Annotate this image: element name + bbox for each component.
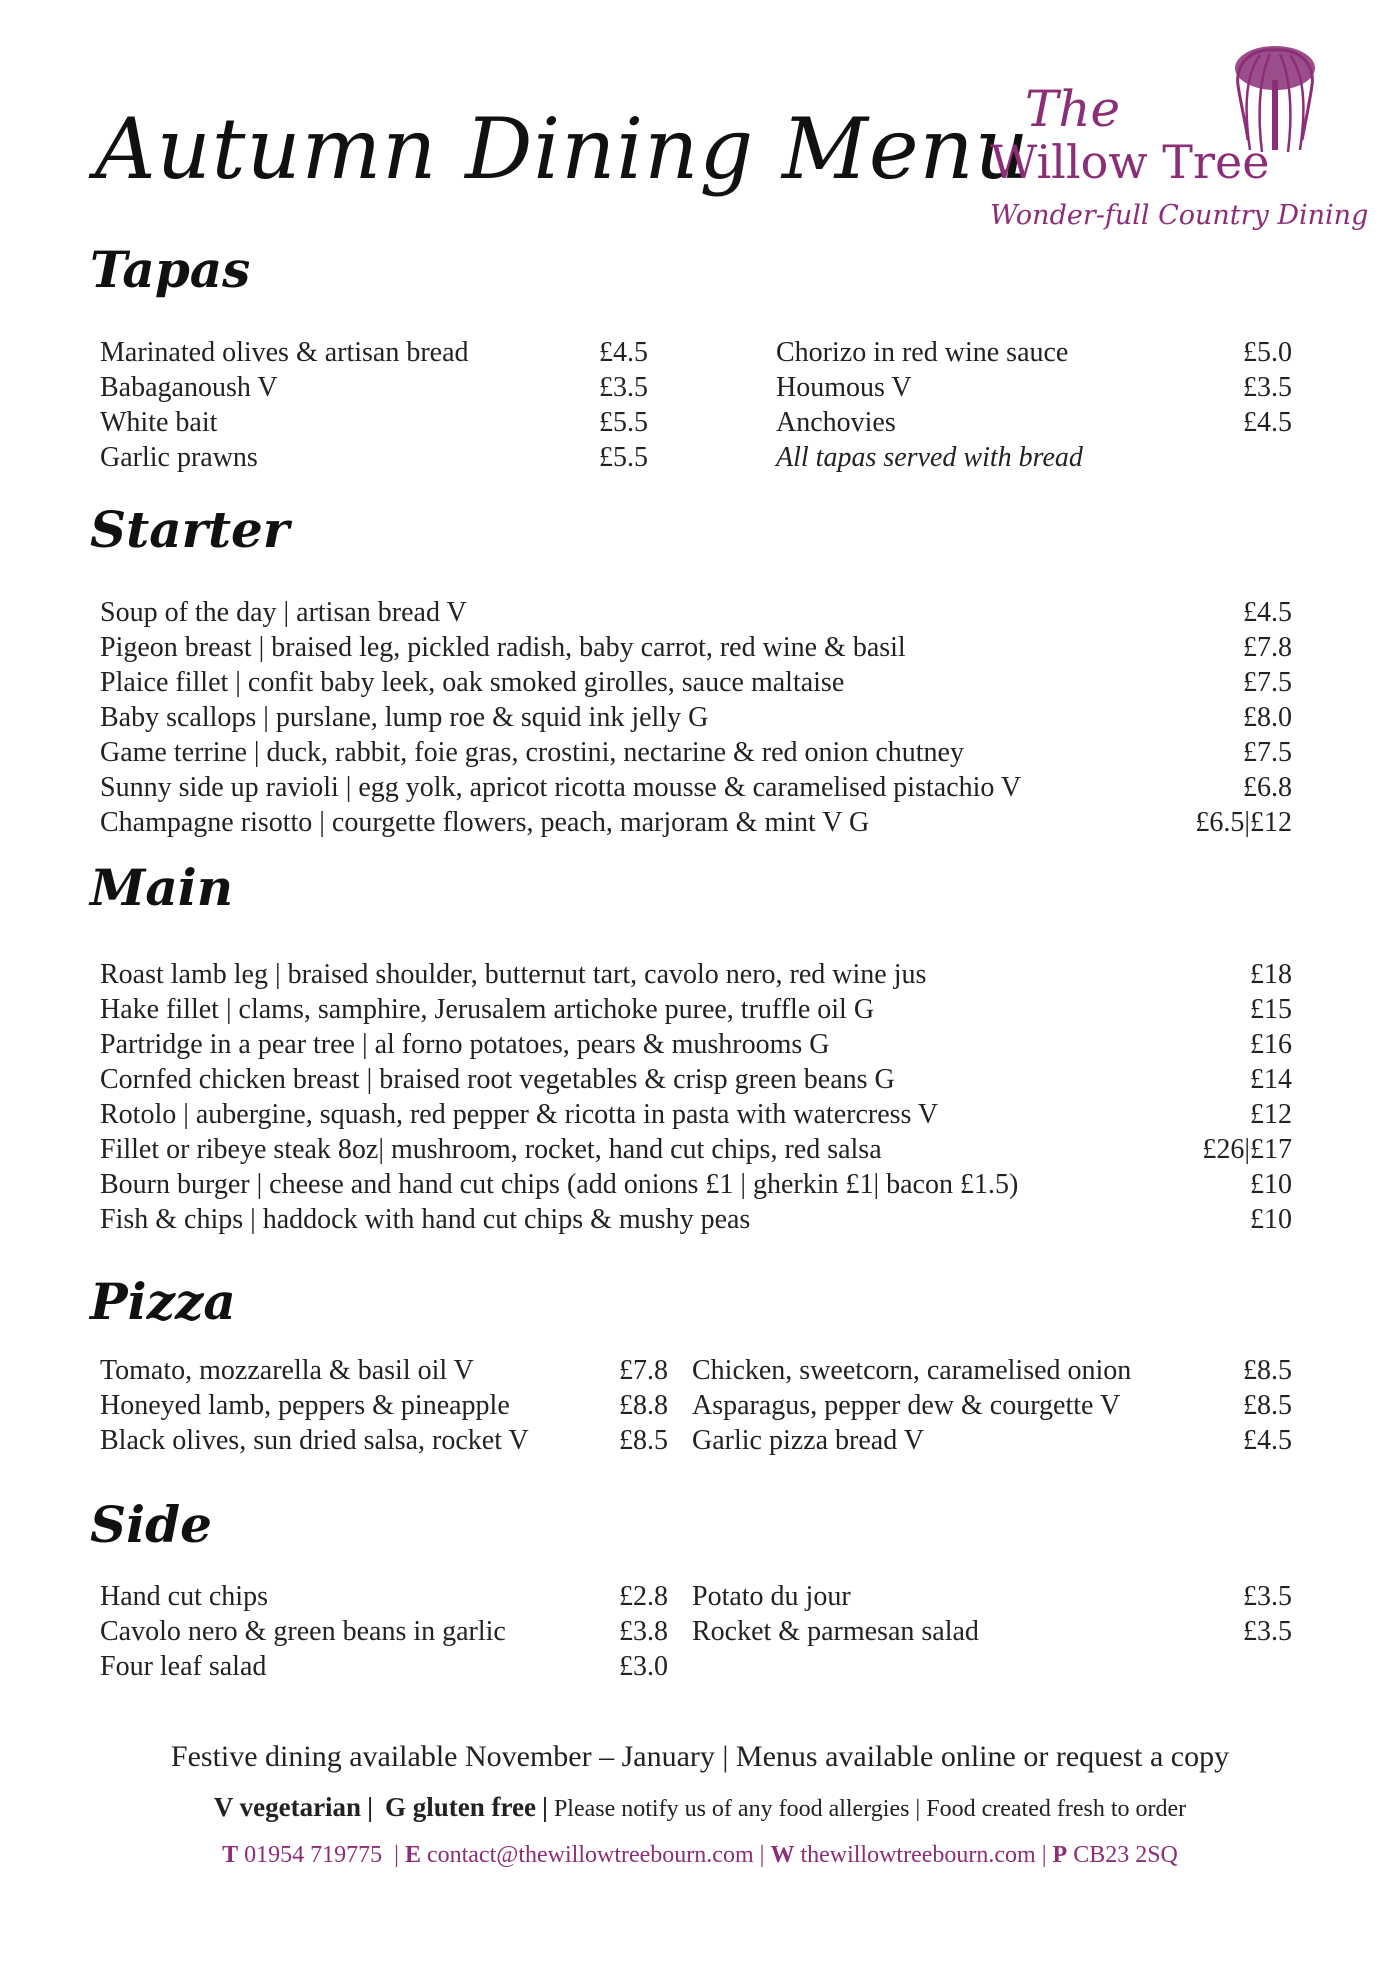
footer-contact: T 01954 719775 | E contact@thewillowtreebourn.com | W thewillowtreebourn.com | P CB23 2SQ	[222, 1842, 1178, 1868]
menu-item-price: £3.5	[599, 372, 648, 403]
menu-item-price: £26|£17	[1202, 1134, 1292, 1165]
menu-item-price: £3.8	[619, 1616, 668, 1647]
willow-tree-logo	[985, 40, 1369, 231]
menu-item-price: £15	[1250, 994, 1292, 1025]
menu-item-price: £8.5	[1243, 1390, 1292, 1421]
menu-item-price: £6.5|£12	[1195, 807, 1292, 838]
menu-item-name: White bait	[100, 407, 218, 438]
menu-item-name: Asparagus, pepper dew & courgette V	[692, 1390, 1121, 1421]
menu-item-name: Chorizo in red wine sauce	[776, 337, 1069, 368]
menu-item-name: Hand cut chips	[100, 1581, 268, 1612]
gf-legend: G gluten free	[385, 1792, 536, 1822]
postcode-value: CB23 2SQ	[1073, 1842, 1178, 1868]
menu-item-price: £4.5	[1243, 1425, 1292, 1456]
menu-item-name: Anchovies	[776, 407, 896, 438]
page-title: Autumn Dining Menu	[95, 100, 1030, 198]
menu-item-name: Cavolo nero & green beans in garlic	[100, 1616, 506, 1647]
postcode-label: P	[1052, 1842, 1068, 1868]
menu-item-name: Black olives, sun dried salsa, rocket V	[100, 1425, 529, 1456]
menu-item-price: £10	[1250, 1204, 1292, 1235]
web-label: W	[770, 1842, 795, 1868]
menu-item-price: £4.5	[599, 337, 648, 368]
email-label: E	[404, 1842, 421, 1868]
footer-dietary-legend: V vegetarian | G gluten free | Please notify us of any food allergies | Food created fresh to order	[213, 1792, 1187, 1822]
menu-item-name: Partridge in a pear tree | al forno potatoes, pears & mushrooms G	[100, 1029, 830, 1060]
menu-item-name: Roast lamb leg | braised shoulder, butternut tart, cavolo nero, red wine jus	[100, 959, 927, 990]
veg-legend: V vegetarian	[213, 1792, 362, 1822]
logo-the: The	[1025, 80, 1121, 138]
menu-item-name: Hake fillet | clams, samphire, Jerusalem artichoke puree, truffle oil G	[100, 994, 875, 1025]
menu-item-price: £18	[1250, 959, 1292, 990]
logo-tagline: Wonder-full Country Dining	[990, 200, 1369, 231]
menu-item-name: Plaice fillet | confit baby leek, oak smoked girolles, sauce maltaise	[100, 667, 845, 698]
tapas-note: All tapas served with bread	[776, 442, 1083, 473]
section-title-main: Main	[90, 858, 234, 917]
menu-item-name: Soup of the day | artisan bread V	[100, 597, 467, 628]
allergy-note: Please notify us of any food allergies | Food created fresh to order	[553, 1796, 1187, 1822]
section-title-starter: Starter	[90, 500, 290, 559]
menu-item-price: £5.5	[599, 407, 648, 438]
menu-item-name: Game terrine | duck, rabbit, foie gras, crostini, nectarine & red onion chutney	[100, 737, 964, 768]
menu-item-name: Fillet or ribeye steak 8oz| mushroom, rocket, hand cut chips, red salsa	[100, 1134, 882, 1165]
menu-item-name: Potato du jour	[692, 1581, 851, 1612]
menu-item-price: £3.5	[1243, 1581, 1292, 1612]
menu-item-name: Houmous V	[776, 372, 912, 403]
menu-item-price: £8.5	[619, 1425, 668, 1456]
menu-item-name: Four leaf salad	[100, 1651, 267, 1682]
menu-item-name: Chicken, sweetcorn, caramelised onion	[692, 1355, 1132, 1386]
logo-name: Willow Tree	[990, 135, 1270, 189]
menu-item-price: £3.0	[619, 1651, 668, 1682]
menu-item-price: £14	[1250, 1064, 1292, 1095]
menu-item-price: £4.5	[1243, 407, 1292, 438]
menu-item-name: Fish & chips | haddock with hand cut chips & mushy peas	[100, 1204, 751, 1235]
menu-item-name: Garlic pizza bread V	[692, 1425, 924, 1456]
menu-item-price: £16	[1250, 1029, 1292, 1060]
section-title-tapas: Tapas	[90, 240, 251, 299]
menu-item-price: £10	[1250, 1169, 1292, 1200]
phone-label: T	[222, 1842, 239, 1868]
menu-item-name: Sunny side up ravioli | egg yolk, apricot ricotta mousse & caramelised pistachio V	[100, 772, 1022, 803]
menu-item-price: £8.8	[619, 1390, 668, 1421]
menu-item-name: Rotolo | aubergine, squash, red pepper & ricotta in pasta with watercress V	[100, 1099, 939, 1130]
menu-item-name: Cornfed chicken breast | braised root vegetables & crisp green beans G	[100, 1064, 895, 1095]
menu-item-name: Garlic prawns	[100, 442, 258, 473]
menu-item-name: Tomato, mozzarella & basil oil V	[100, 1355, 474, 1386]
menu-item-name: Honeyed lamb, peppers & pineapple	[100, 1390, 510, 1421]
menu-item-price: £12	[1250, 1099, 1292, 1130]
menu-item-name: Marinated olives & artisan bread	[100, 337, 469, 368]
menu-item-name: Baby scallops | purslane, lump roe & squid ink jelly G	[100, 702, 709, 733]
section-title-pizza: Pizza	[90, 1272, 236, 1331]
menu-item-name: Babaganoush V	[100, 372, 278, 403]
menu-item-price: £7.5	[1243, 737, 1292, 768]
phone-value: 01954 719775	[244, 1842, 383, 1868]
menu-item-price: £3.5	[1243, 1616, 1292, 1647]
menu-item-name: Bourn burger | cheese and hand cut chips (add onions £1 | gherkin £1| bacon £1.5)	[100, 1169, 1019, 1200]
menu-item-price: £2.8	[619, 1581, 668, 1612]
menu-item-price: £7.5	[1243, 667, 1292, 698]
menu-item-name: Champagne risotto | courgette flowers, peach, marjoram & mint V G	[100, 807, 870, 838]
section-title-side: Side	[90, 1495, 212, 1554]
footer-festive-note: Festive dining available November – January | Menus available online or request a copy	[170, 1740, 1230, 1773]
menu-item-price: £3.5	[1243, 372, 1292, 403]
menu-item-price: £5.5	[599, 442, 648, 473]
menu-item-name: Rocket & parmesan salad	[692, 1616, 979, 1647]
menu-item-name: Pigeon breast | braised leg, pickled radish, baby carrot, red wine & basil	[100, 632, 906, 663]
menu-item-price: £7.8	[619, 1355, 668, 1386]
menu-item-price: £4.5	[1243, 597, 1292, 628]
menu-item-price: £8.0	[1243, 702, 1292, 733]
menu-item-price: £5.0	[1243, 337, 1292, 368]
menu-item-price: £8.5	[1243, 1355, 1292, 1386]
email-link[interactable]: contact@thewillowtreebourn.com	[426, 1842, 754, 1868]
menu-item-price: £7.8	[1243, 632, 1292, 663]
website-link[interactable]: thewillowtreebourn.com	[800, 1842, 1036, 1868]
menu-item-price: £6.8	[1243, 772, 1292, 803]
